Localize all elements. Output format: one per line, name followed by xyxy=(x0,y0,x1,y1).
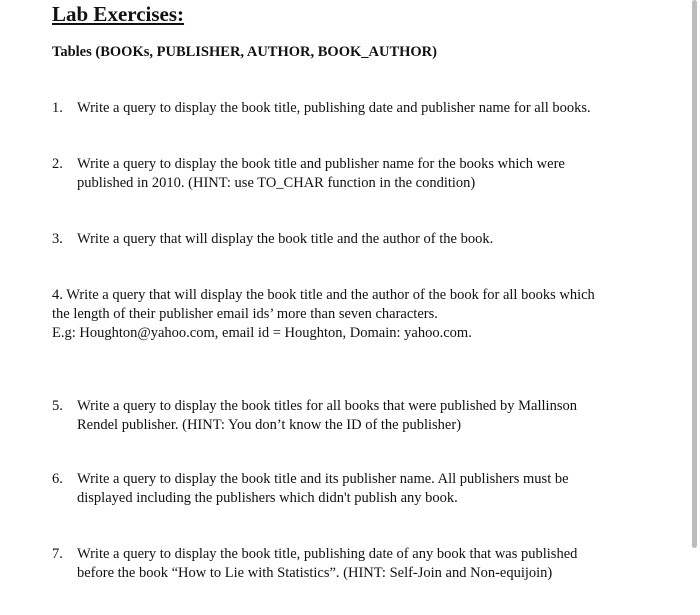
exercise-1 xyxy=(52,99,672,118)
exercise-text-line: displayed including the publishers which didn't publish any book. xyxy=(77,490,458,506)
exercise-text-line: published in 2010. (HINT: use TO_CHAR function in the condition) xyxy=(77,175,476,191)
exercise-2 xyxy=(52,155,672,193)
exercise-text-line: Write a query to display the book title, publishing date and publisher name for all books. xyxy=(77,100,591,116)
exercise-number: 1. xyxy=(52,100,63,116)
exercise-3 xyxy=(52,230,672,249)
exercise-text-line: Write a query to display the book title, publishing date of any book that was published xyxy=(77,546,578,562)
exercise-text-line: Write a query to display the book title and publisher name for the books which were xyxy=(77,156,565,172)
exercise-text-line: Write a query that will display the book title and the author of the book. xyxy=(77,231,494,247)
exercise-number: 2. xyxy=(52,156,63,172)
exercise-number: 7. xyxy=(52,546,63,562)
exercise-6 xyxy=(52,470,672,508)
exercise-text: Write a query that will display the book title and the author of the book for all books which xyxy=(66,287,595,303)
exercise-4 xyxy=(52,286,672,343)
exercise-7 xyxy=(52,545,672,583)
exercise-text-line: the length of their publisher email ids’ more than seven characters. xyxy=(52,306,438,322)
exercise-text-line: Rendel publisher. (HINT: You don’t know the ID of the publisher) xyxy=(77,417,462,433)
tables-heading: Tables (BOOKs, PUBLISHER, AUTHOR, BOOK_AUTHOR) xyxy=(52,44,437,60)
exercise-text-line: E.g: Houghton@yahoo.com, email id = Houghton, Domain: yahoo.com. xyxy=(52,325,472,341)
exercise-text-line: Write a query to display the book titles for all books that were published by Mallinson xyxy=(77,398,577,414)
page-title: Lab Exercises: xyxy=(52,2,185,26)
exercise-text-line: before the book “How to Lie with Statistics”. (HINT: Self-Join and Non-equijoin) xyxy=(77,565,553,581)
exercise-number: 3. xyxy=(52,231,63,247)
vertical-scrollbar[interactable] xyxy=(692,0,697,548)
exercise-text-line xyxy=(52,286,672,305)
exercise-number: 5. xyxy=(52,398,63,414)
exercise-number: 4. xyxy=(52,287,63,303)
exercise-text-line: Write a query to display the book title and its publisher name. All publishers must be xyxy=(77,471,569,487)
exercise-5 xyxy=(52,397,672,435)
exercise-number: 6. xyxy=(52,471,63,487)
